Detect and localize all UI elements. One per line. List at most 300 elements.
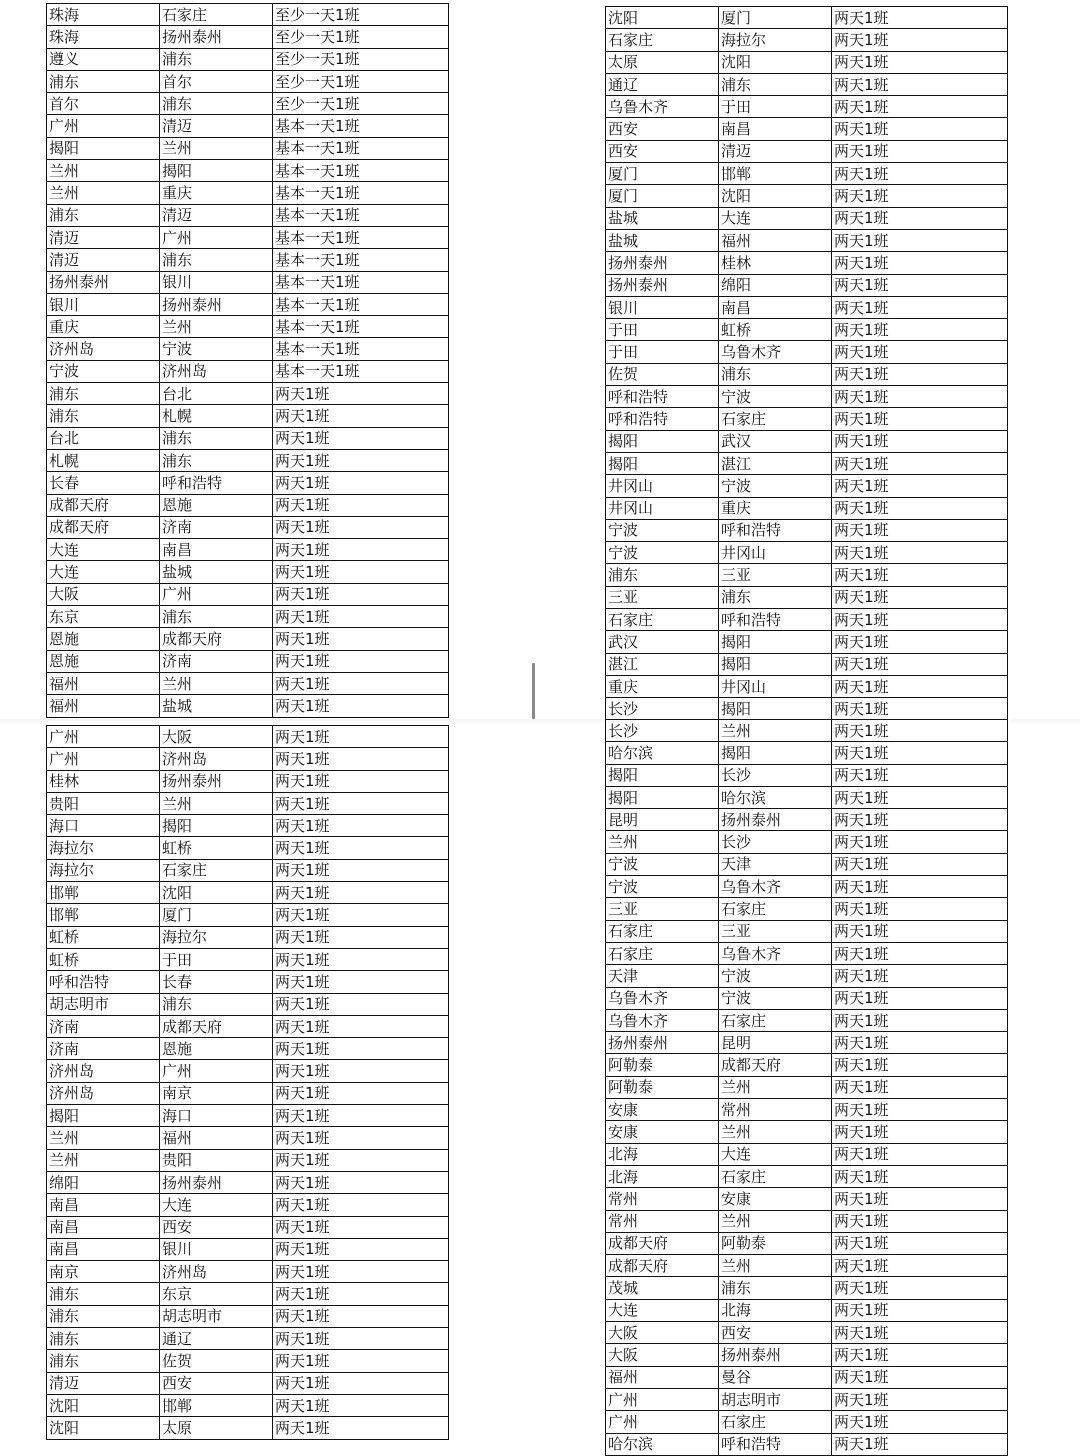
route-destination: 广州 (160, 226, 273, 248)
route-destination: 北海 (719, 1299, 832, 1321)
screenshot-panel-bottom-right (605, 719, 1011, 1454)
route-origin: 石家庄 (606, 29, 719, 51)
table-row (606, 542, 1008, 564)
route-frequency: 两天1班 (832, 653, 1008, 675)
table-row (606, 1433, 1008, 1455)
scroll-handle (532, 663, 535, 719)
table-row (47, 904, 449, 926)
route-origin: 邯郸 (47, 882, 160, 904)
table-row (47, 948, 449, 970)
route-origin: 西安 (606, 140, 719, 162)
route-frequency: 两天1班 (273, 948, 449, 970)
route-origin: 浦东 (47, 1305, 160, 1327)
route-destination: 石家庄 (160, 859, 273, 881)
table-row (47, 204, 449, 226)
route-destination: 扬州泰州 (719, 1344, 832, 1366)
route-origin: 广州 (606, 1411, 719, 1433)
route-destination: 清迈 (719, 140, 832, 162)
route-frequency: 两天1班 (832, 764, 1008, 786)
route-frequency: 两天1班 (832, 1099, 1008, 1121)
table-row (47, 182, 449, 204)
route-origin: 揭阳 (606, 452, 719, 474)
route-frequency: 两天1班 (273, 1105, 449, 1127)
route-frequency: 两天1班 (273, 1261, 449, 1283)
table-row (47, 293, 449, 315)
route-destination: 宁波 (160, 338, 273, 360)
route-origin: 珠海 (47, 4, 160, 26)
route-frequency: 两天1班 (273, 792, 449, 814)
table-row (47, 1417, 449, 1439)
route-frequency: 两天1班 (273, 1283, 449, 1305)
route-frequency: 两天1班 (273, 1238, 449, 1260)
route-frequency: 至少一天1班 (273, 70, 449, 92)
route-table-top-left (46, 3, 449, 718)
route-origin: 呼和浩特 (47, 971, 160, 993)
route-origin: 呼和浩特 (606, 408, 719, 430)
route-destination: 浦东 (160, 993, 273, 1015)
route-destination: 揭阳 (160, 815, 273, 837)
route-frequency: 两天1班 (832, 1411, 1008, 1433)
route-origin: 胡志明市 (47, 993, 160, 1015)
route-origin: 南昌 (47, 1216, 160, 1238)
route-frequency: 两天1班 (832, 1277, 1008, 1299)
route-frequency: 两天1班 (273, 650, 449, 672)
route-origin: 揭阳 (47, 137, 160, 159)
route-destination: 浦东 (160, 48, 273, 70)
table-row (47, 1372, 449, 1394)
table-row (47, 628, 449, 650)
table-row (606, 274, 1008, 296)
route-frequency: 两天1班 (273, 672, 449, 694)
route-origin: 北海 (606, 1165, 719, 1187)
table-row (47, 494, 449, 516)
table-row (47, 93, 449, 115)
route-origin: 福州 (606, 1366, 719, 1388)
route-destination: 浦东 (160, 449, 273, 471)
route-frequency: 两天1班 (832, 609, 1008, 631)
route-origin: 阿勒泰 (606, 1076, 719, 1098)
route-origin: 清迈 (47, 249, 160, 271)
route-origin: 厦门 (606, 163, 719, 185)
route-frequency: 基本一天1班 (273, 137, 449, 159)
route-destination: 成都天府 (160, 1015, 273, 1037)
route-destination: 长沙 (719, 831, 832, 853)
route-origin: 广州 (47, 748, 160, 770)
route-origin: 福州 (47, 695, 160, 717)
route-origin: 济南 (47, 1038, 160, 1060)
route-origin: 扬州泰州 (606, 1032, 719, 1054)
route-frequency: 两天1班 (832, 229, 1008, 251)
route-destination: 兰州 (160, 316, 273, 338)
route-destination: 成都天府 (160, 628, 273, 650)
table-row (606, 229, 1008, 251)
route-frequency: 两天1班 (273, 1328, 449, 1350)
table-row (47, 1060, 449, 1082)
route-frequency: 两天1班 (273, 926, 449, 948)
route-destination: 邯郸 (160, 1394, 273, 1416)
route-origin: 成都天府 (47, 516, 160, 538)
route-frequency: 两天1班 (832, 1188, 1008, 1210)
route-destination: 银川 (160, 1238, 273, 1260)
route-destination: 石家庄 (719, 898, 832, 920)
route-destination: 宁波 (719, 987, 832, 1009)
route-origin: 于田 (606, 341, 719, 363)
route-destination: 沈阳 (160, 882, 273, 904)
route-destination: 虹桥 (160, 837, 273, 859)
route-frequency: 两天1班 (273, 1038, 449, 1060)
route-frequency: 两天1班 (832, 898, 1008, 920)
table-row (47, 26, 449, 48)
table-row (47, 1350, 449, 1372)
route-origin: 南昌 (47, 1194, 160, 1216)
table-row (47, 115, 449, 137)
route-frequency: 两天1班 (832, 319, 1008, 341)
table-row (606, 475, 1008, 497)
table-row (47, 360, 449, 382)
route-frequency: 两天1班 (832, 1032, 1008, 1054)
route-origin: 大连 (47, 539, 160, 561)
table-row (606, 96, 1008, 118)
table-row (606, 497, 1008, 519)
route-destination: 佐贺 (160, 1350, 273, 1372)
route-frequency: 两天1班 (832, 475, 1008, 497)
route-origin: 扬州泰州 (47, 271, 160, 293)
table-row (606, 586, 1008, 608)
route-frequency: 两天1班 (832, 1232, 1008, 1254)
route-frequency: 两天1班 (273, 494, 449, 516)
route-frequency: 两天1班 (273, 726, 449, 748)
table-row (47, 1105, 449, 1127)
route-destination: 济州岛 (160, 1261, 273, 1283)
route-frequency: 两天1班 (832, 631, 1008, 653)
route-destination: 宁波 (719, 475, 832, 497)
route-destination: 乌鲁木齐 (719, 876, 832, 898)
table-row (47, 137, 449, 159)
route-frequency: 两天1班 (832, 1388, 1008, 1410)
route-destination: 兰州 (719, 1076, 832, 1098)
route-origin: 成都天府 (606, 1255, 719, 1277)
route-origin: 宁波 (606, 876, 719, 898)
route-destination: 宁波 (719, 386, 832, 408)
table-row (47, 815, 449, 837)
table-row (606, 408, 1008, 430)
route-origin: 沈阳 (47, 1417, 160, 1439)
table-row (606, 1277, 1008, 1299)
table-row (606, 1255, 1008, 1277)
route-origin: 扬州泰州 (606, 252, 719, 274)
route-frequency: 两天1班 (273, 695, 449, 717)
route-origin: 虹桥 (47, 926, 160, 948)
table-row (47, 1328, 449, 1350)
route-destination: 浦东 (719, 586, 832, 608)
table-row (47, 1038, 449, 1060)
route-origin: 厦门 (606, 185, 719, 207)
route-frequency: 两天1班 (273, 993, 449, 1015)
table-row (606, 1054, 1008, 1076)
route-origin: 桂林 (47, 770, 160, 792)
route-destination: 重庆 (160, 182, 273, 204)
table-row (606, 1032, 1008, 1054)
route-destination: 济南 (160, 516, 273, 538)
route-destination: 扬州泰州 (160, 770, 273, 792)
route-frequency: 两天1班 (273, 1305, 449, 1327)
route-destination: 邯郸 (719, 163, 832, 185)
table-row (606, 430, 1008, 452)
route-frequency: 两天1班 (832, 586, 1008, 608)
route-origin: 盐城 (606, 207, 719, 229)
route-destination: 东京 (160, 1283, 273, 1305)
table-row (47, 427, 449, 449)
route-destination: 扬州泰州 (160, 26, 273, 48)
route-destination: 贵阳 (160, 1149, 273, 1171)
table-row (606, 1165, 1008, 1187)
table-row (47, 695, 449, 717)
route-frequency: 两天1班 (273, 628, 449, 650)
route-frequency: 基本一天1班 (273, 160, 449, 182)
route-destination: 揭阳 (719, 631, 832, 653)
table-row (606, 698, 1008, 720)
table-row (47, 672, 449, 694)
route-destination: 太原 (160, 1417, 273, 1439)
table-row (47, 650, 449, 672)
route-destination: 南昌 (160, 539, 273, 561)
route-frequency: 两天1班 (832, 430, 1008, 452)
route-destination: 南京 (160, 1082, 273, 1104)
route-origin: 浦东 (47, 1283, 160, 1305)
table-row (47, 48, 449, 70)
route-origin: 浦东 (47, 1328, 160, 1350)
route-destination: 井冈山 (719, 542, 832, 564)
route-destination: 阿勒泰 (719, 1232, 832, 1254)
route-origin: 宁波 (606, 519, 719, 541)
table-row (606, 920, 1008, 942)
route-destination: 揭阳 (719, 742, 832, 764)
route-frequency: 至少一天1班 (273, 26, 449, 48)
table-row (606, 1366, 1008, 1388)
route-destination: 福州 (719, 229, 832, 251)
table-row (47, 316, 449, 338)
route-frequency: 两天1班 (832, 698, 1008, 720)
table-row (606, 1121, 1008, 1143)
route-origin: 遵义 (47, 48, 160, 70)
table-row (47, 4, 449, 26)
route-frequency: 两天1班 (832, 1009, 1008, 1031)
route-destination: 兰州 (719, 1255, 832, 1277)
table-row (606, 675, 1008, 697)
table-row (47, 726, 449, 748)
route-origin: 海拉尔 (47, 837, 160, 859)
route-destination: 长沙 (719, 764, 832, 786)
route-frequency: 至少一天1班 (273, 93, 449, 115)
route-destination: 恩施 (160, 1038, 273, 1060)
table-row (47, 1127, 449, 1149)
route-frequency: 两天1班 (832, 163, 1008, 185)
route-frequency: 两天1班 (273, 1216, 449, 1238)
route-destination: 浦东 (719, 363, 832, 385)
route-destination: 成都天府 (719, 1054, 832, 1076)
route-origin: 银川 (47, 293, 160, 315)
route-destination: 济州岛 (160, 748, 273, 770)
route-destination: 首尔 (160, 70, 273, 92)
table-row (606, 519, 1008, 541)
route-origin: 大阪 (606, 1322, 719, 1344)
route-frequency: 两天1班 (832, 29, 1008, 51)
table-row (606, 720, 1008, 742)
route-frequency: 两天1班 (273, 859, 449, 881)
route-origin: 贵阳 (47, 792, 160, 814)
route-destination: 广州 (160, 583, 273, 605)
route-destination: 兰州 (160, 672, 273, 694)
route-frequency: 基本一天1班 (273, 271, 449, 293)
route-frequency: 基本一天1班 (273, 293, 449, 315)
route-origin: 恩施 (47, 650, 160, 672)
route-frequency: 两天1班 (273, 1394, 449, 1416)
route-table-top-right (605, 6, 1008, 721)
route-destination: 武汉 (719, 430, 832, 452)
table-row (47, 160, 449, 182)
route-destination: 三亚 (719, 564, 832, 586)
route-frequency: 两天1班 (273, 971, 449, 993)
table-row (606, 764, 1008, 786)
route-frequency: 两天1班 (832, 542, 1008, 564)
route-origin: 南昌 (47, 1238, 160, 1260)
route-frequency: 两天1班 (273, 748, 449, 770)
table-row (47, 1194, 449, 1216)
route-frequency: 两天1班 (832, 831, 1008, 853)
table-row (606, 1143, 1008, 1165)
route-origin: 扬州泰州 (606, 274, 719, 296)
route-origin: 恩施 (47, 628, 160, 650)
route-origin: 浦东 (47, 204, 160, 226)
table-row (606, 319, 1008, 341)
route-destination: 大连 (160, 1194, 273, 1216)
route-destination: 胡志明市 (719, 1388, 832, 1410)
route-frequency: 两天1班 (273, 882, 449, 904)
route-origin: 沈阳 (606, 7, 719, 29)
route-origin: 乌鲁木齐 (606, 96, 719, 118)
table-row (606, 163, 1008, 185)
route-destination: 扬州泰州 (160, 1171, 273, 1193)
route-destination: 胡志明市 (160, 1305, 273, 1327)
table-row (606, 809, 1008, 831)
table-row (606, 1299, 1008, 1321)
route-origin: 札幌 (47, 449, 160, 471)
route-origin: 浦东 (47, 70, 160, 92)
route-destination: 桂林 (719, 252, 832, 274)
route-destination: 浦东 (160, 427, 273, 449)
route-destination: 石家庄 (160, 4, 273, 26)
route-origin: 济州岛 (47, 338, 160, 360)
route-origin: 宁波 (47, 360, 160, 382)
route-destination: 呼和浩特 (719, 519, 832, 541)
route-origin: 成都天府 (47, 494, 160, 516)
route-destination: 济南 (160, 650, 273, 672)
route-destination: 西安 (160, 1372, 273, 1394)
route-frequency: 基本一天1班 (273, 204, 449, 226)
table-row (47, 70, 449, 92)
route-origin: 湛江 (606, 653, 719, 675)
route-destination: 乌鲁木齐 (719, 942, 832, 964)
table-row (47, 1394, 449, 1416)
route-destination: 厦门 (719, 7, 832, 29)
table-row (606, 876, 1008, 898)
table-row (47, 1216, 449, 1238)
route-origin: 常州 (606, 1210, 719, 1232)
route-destination: 揭阳 (719, 653, 832, 675)
table-row (606, 73, 1008, 95)
route-origin: 长春 (47, 472, 160, 494)
route-frequency: 两天1班 (273, 837, 449, 859)
route-frequency: 两天1班 (832, 1322, 1008, 1344)
route-frequency: 两天1班 (832, 675, 1008, 697)
route-destination: 台北 (160, 383, 273, 405)
route-frequency: 两天1班 (273, 1015, 449, 1037)
route-origin: 兰州 (47, 182, 160, 204)
route-origin: 大连 (47, 561, 160, 583)
screenshot-panel-top-right (605, 6, 1011, 719)
route-frequency: 两天1班 (832, 1143, 1008, 1165)
route-frequency: 两天1班 (832, 386, 1008, 408)
route-table-bottom-right (605, 719, 1008, 1456)
route-origin: 大阪 (606, 1344, 719, 1366)
route-frequency: 两天1班 (832, 1299, 1008, 1321)
route-origin: 成都天府 (606, 1232, 719, 1254)
route-origin: 邯郸 (47, 904, 160, 926)
screenshot-panel-top-left (46, 0, 452, 719)
route-frequency: 两天1班 (832, 786, 1008, 808)
route-destination: 恩施 (160, 494, 273, 516)
route-destination: 于田 (719, 96, 832, 118)
route-frequency: 两天1班 (273, 1060, 449, 1082)
route-origin: 北海 (606, 1143, 719, 1165)
route-frequency: 基本一天1班 (273, 182, 449, 204)
route-destination: 浦东 (160, 249, 273, 271)
route-frequency: 两天1班 (832, 73, 1008, 95)
route-frequency: 两天1班 (832, 1165, 1008, 1187)
table-row (47, 606, 449, 628)
route-origin: 揭阳 (606, 764, 719, 786)
table-row (47, 249, 449, 271)
table-row (47, 859, 449, 881)
route-origin: 海拉尔 (47, 859, 160, 881)
table-row (606, 631, 1008, 653)
route-frequency: 两天1班 (832, 1255, 1008, 1277)
route-origin: 重庆 (606, 675, 719, 697)
route-origin: 乌鲁木齐 (606, 987, 719, 1009)
route-origin: 兰州 (47, 1149, 160, 1171)
table-row (47, 926, 449, 948)
route-frequency: 两天1班 (832, 296, 1008, 318)
table-row (47, 837, 449, 859)
route-origin: 珠海 (47, 26, 160, 48)
table-row (606, 898, 1008, 920)
table-row (606, 942, 1008, 964)
route-frequency: 两天1班 (832, 363, 1008, 385)
route-origin: 广州 (47, 726, 160, 748)
route-destination: 石家庄 (719, 1009, 832, 1031)
table-row (606, 1210, 1008, 1232)
table-row (47, 1082, 449, 1104)
route-origin: 长沙 (606, 698, 719, 720)
table-row (47, 1238, 449, 1260)
route-frequency: 两天1班 (832, 809, 1008, 831)
route-frequency: 两天1班 (832, 274, 1008, 296)
table-row (606, 118, 1008, 140)
route-frequency: 两天1班 (273, 606, 449, 628)
route-frequency: 基本一天1班 (273, 360, 449, 382)
route-origin: 宁波 (606, 542, 719, 564)
table-row (606, 1188, 1008, 1210)
